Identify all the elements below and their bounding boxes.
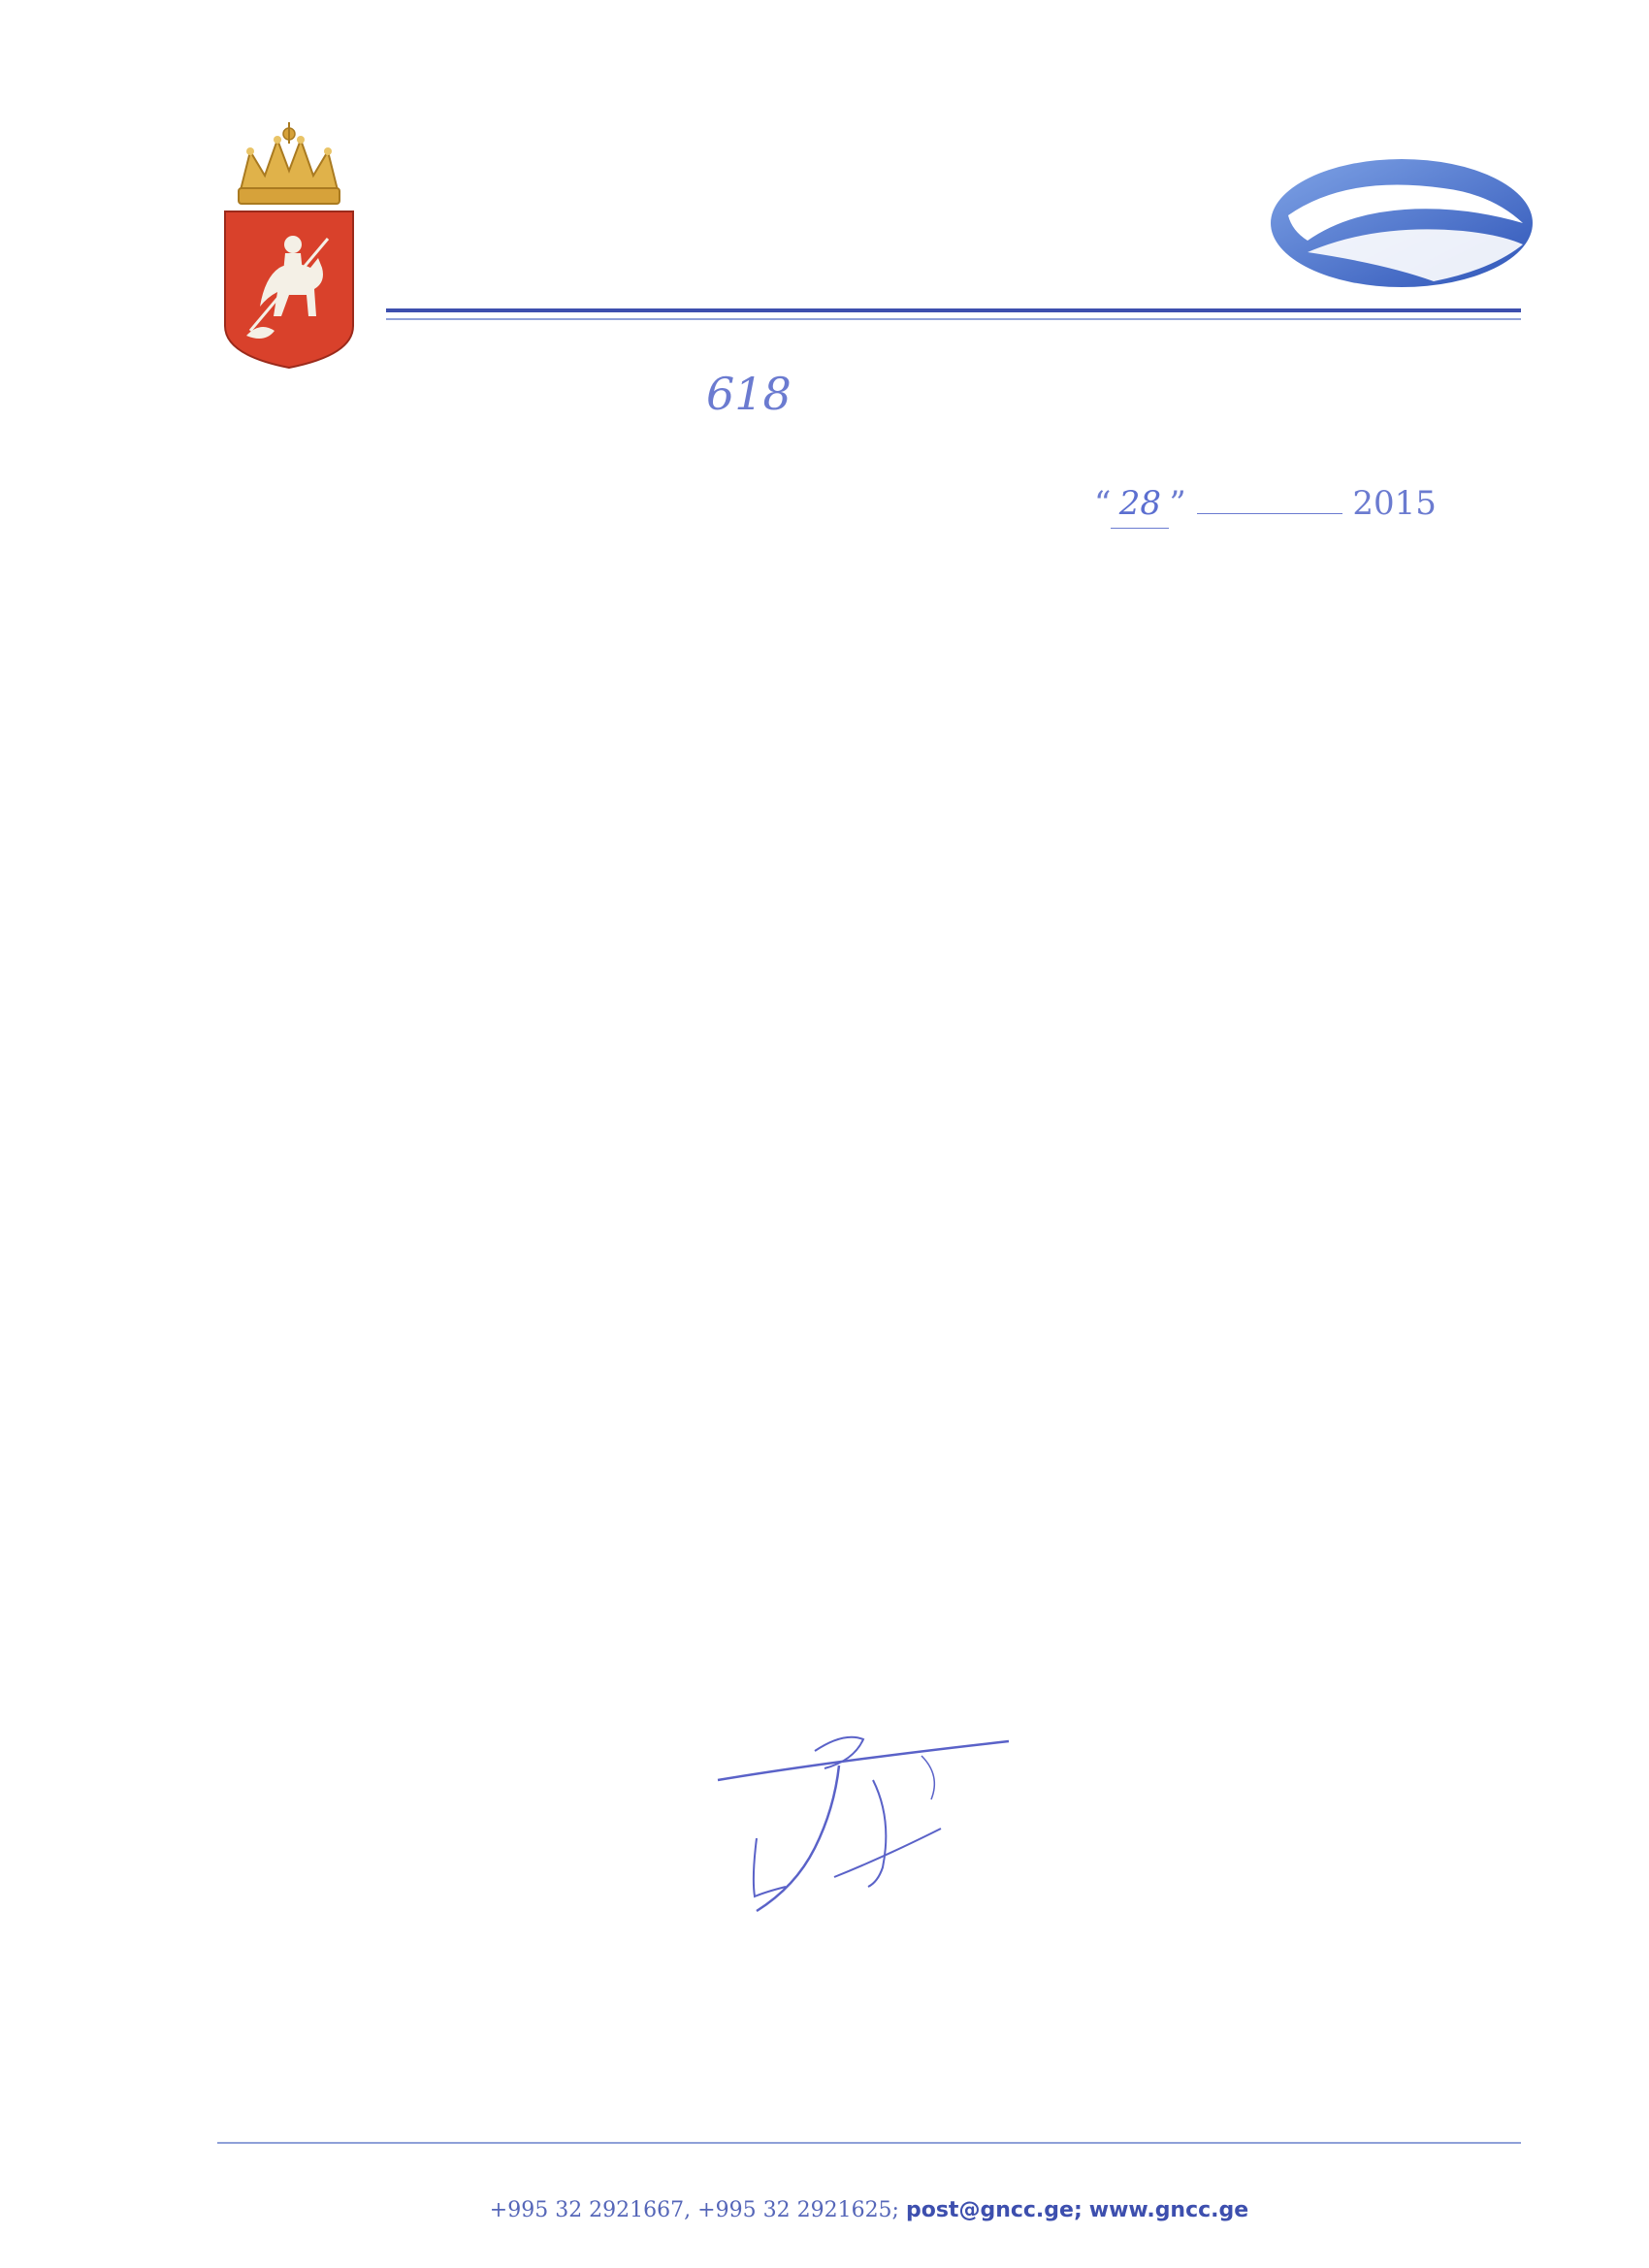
order-number: 618 — [706, 368, 792, 420]
footer-address — [217, 2159, 1521, 2192]
footer-rule — [217, 2142, 1521, 2144]
signatory-name — [1020, 1785, 1234, 1830]
email-link[interactable]: post@gncc.ge; — [905, 2198, 1083, 2222]
legal-basis-line — [388, 962, 1368, 995]
paragraph-2 — [213, 1426, 1533, 1471]
orders-heading — [679, 1009, 1067, 1053]
date-day: 28 — [1111, 479, 1169, 529]
signatory-role — [268, 1797, 675, 1841]
paragraph-1 — [213, 1098, 1533, 1414]
document-title — [194, 784, 1533, 918]
order-title — [706, 359, 1211, 427]
header-rule — [386, 308, 1521, 312]
organization-name — [386, 167, 1259, 283]
date-line: “ 28 ” 2015 — [1094, 479, 1540, 528]
document-title-line-1 — [194, 784, 1533, 828]
date-month — [1197, 513, 1342, 514]
footer-contacts — [217, 2194, 1521, 2227]
organization-name-line-1 — [386, 167, 1259, 225]
city-label — [219, 485, 413, 524]
website-link[interactable]: www.gncc.ge — [1088, 2198, 1249, 2222]
basis-note — [233, 1661, 1455, 1694]
organization-name-line-2 — [386, 225, 1259, 283]
handwritten-signature — [698, 1722, 1018, 1916]
document-title-line-3 — [194, 873, 1533, 918]
gncc-logo-icon — [1269, 155, 1536, 291]
header-rule-thin — [386, 318, 1521, 320]
date-year: 2015 — [1352, 484, 1437, 523]
paragraph-3 — [213, 1498, 1533, 1634]
document-title-line-2 — [194, 828, 1533, 873]
fax-number: +995 32 2921625; — [697, 2198, 899, 2222]
coat-of-arms-icon — [221, 122, 357, 370]
tel-number: +995 32 2921667, — [489, 2198, 692, 2222]
